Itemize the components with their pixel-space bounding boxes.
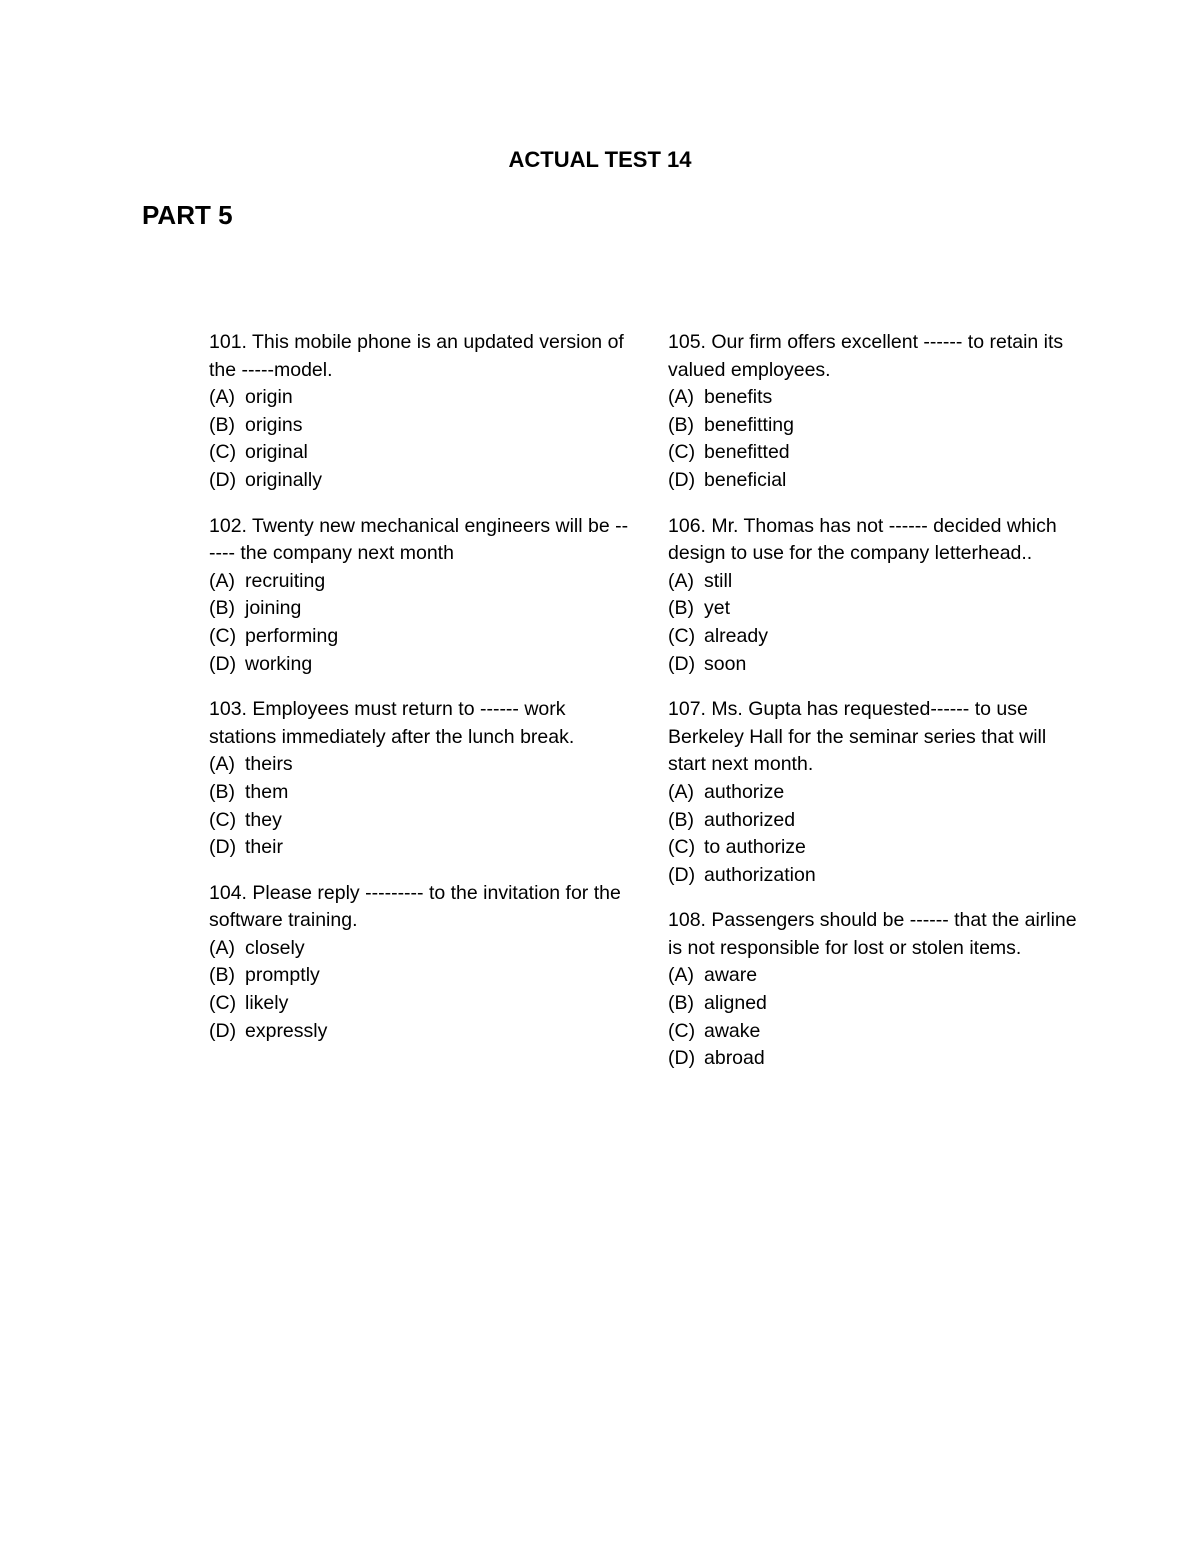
option-text: soon — [704, 652, 747, 675]
option-letter: (C) — [668, 836, 696, 859]
option-letter: (B) — [209, 964, 235, 987]
option-letter: (D) — [209, 836, 237, 859]
part-title: PART 5 — [142, 200, 233, 230]
answer-option — [668, 623, 1088, 651]
question-stem: 103. Employees must return to ------ work stations immediately after the lunch break. — [209, 698, 575, 748]
option-letter: (A) — [668, 964, 694, 987]
question-block — [668, 696, 1088, 889]
option-letter: (C) — [209, 992, 237, 1015]
question-stem: 101. This mobile phone is an updated version of the -----model. — [209, 331, 624, 381]
option-text: aligned — [704, 992, 767, 1015]
option-text: authorized — [704, 808, 796, 831]
option-letter: (C) — [668, 441, 696, 464]
question-block — [209, 696, 629, 862]
question-block — [668, 907, 1088, 1073]
option-text: them — [245, 780, 289, 803]
question-stem: 102. Twenty new mechanical engineers will be ------ the company next month — [209, 514, 629, 565]
option-letter: (B) — [668, 992, 694, 1015]
answer-option — [209, 595, 629, 623]
answer-option — [668, 779, 1088, 807]
answer-options — [668, 962, 1088, 1072]
answer-option — [209, 439, 629, 467]
answer-option — [668, 439, 1088, 467]
answer-option — [668, 834, 1088, 862]
answer-options — [668, 779, 1088, 889]
option-letter: (D) — [668, 652, 696, 675]
answer-option — [209, 412, 629, 440]
option-letter: (C) — [209, 624, 237, 647]
answer-option — [209, 384, 629, 412]
answer-option — [668, 1018, 1088, 1046]
option-letter: (B) — [668, 597, 694, 620]
option-text: abroad — [704, 1047, 765, 1070]
question-block — [668, 329, 1088, 495]
question-stem: 105. Our firm offers excellent ------ to retain its valued employees. — [668, 331, 1064, 381]
answer-option — [668, 807, 1088, 835]
option-letter: (D) — [668, 863, 696, 886]
option-text: performing — [245, 624, 339, 647]
option-letter: (A) — [668, 569, 694, 592]
option-letter: (A) — [668, 780, 694, 803]
option-text: yet — [704, 597, 731, 620]
option-letter: (C) — [209, 808, 237, 831]
option-text: likely — [245, 992, 289, 1015]
answer-option — [668, 412, 1088, 440]
option-text: origin — [245, 386, 293, 409]
option-text: recruiting — [245, 569, 326, 592]
answer-option — [209, 467, 629, 495]
answer-option — [209, 1018, 629, 1046]
answer-option — [209, 751, 629, 779]
answer-option — [209, 807, 629, 835]
option-letter: (D) — [668, 1047, 696, 1070]
answer-option — [668, 568, 1088, 596]
question-stem: 108. Passengers should be ------ that the airline is not responsible for lost or stolen items. — [668, 909, 1077, 959]
answer-options — [209, 384, 629, 494]
answer-options — [668, 568, 1088, 678]
questions-column-left — [209, 329, 629, 1063]
option-text: joining — [245, 597, 302, 620]
option-letter: (C) — [668, 1019, 696, 1042]
question-stem: 107. Ms. Gupta has requested------ to use Berkeley Hall for the seminar series that will start next month. — [668, 698, 1047, 776]
answer-option — [209, 935, 629, 963]
option-text: originally — [245, 468, 322, 491]
option-text: authorize — [704, 780, 785, 803]
answer-option — [668, 990, 1088, 1018]
answer-option — [209, 568, 629, 596]
answer-options — [209, 568, 629, 678]
option-text: benefitting — [704, 413, 794, 436]
option-text: origins — [245, 413, 303, 436]
answer-option — [209, 623, 629, 651]
option-letter: (B) — [209, 780, 235, 803]
question-stem: 104. Please reply --------- to the invitation for the software training. — [209, 881, 621, 932]
option-text: authorization — [704, 863, 816, 886]
answer-option — [668, 384, 1088, 412]
option-letter: (A) — [209, 569, 235, 592]
option-text: original — [245, 441, 308, 464]
option-letter: (C) — [668, 624, 696, 647]
option-letter: (B) — [209, 413, 235, 436]
option-letter: (D) — [209, 1019, 237, 1042]
option-letter: (B) — [209, 597, 235, 620]
option-text: beneficial — [704, 468, 787, 491]
option-text: to authorize — [704, 836, 806, 859]
option-letter: (D) — [668, 468, 696, 491]
answer-option — [668, 595, 1088, 623]
answer-option — [668, 651, 1088, 679]
option-letter: (B) — [668, 808, 694, 831]
option-text: benefitted — [704, 441, 790, 464]
option-text: theirs — [245, 753, 293, 776]
answer-option — [668, 467, 1088, 495]
answer-option — [209, 779, 629, 807]
option-text: they — [245, 808, 282, 831]
option-letter: (A) — [668, 386, 694, 409]
option-letter: (A) — [209, 936, 235, 959]
answer-option — [209, 834, 629, 862]
option-text: closely — [245, 936, 305, 959]
question-block — [209, 513, 629, 679]
answer-options — [668, 384, 1088, 494]
test-title: ACTUAL TEST 14 — [508, 147, 692, 172]
option-text: still — [704, 569, 733, 592]
answer-option — [668, 1045, 1088, 1073]
answer-option — [668, 962, 1088, 990]
question-block — [668, 513, 1088, 679]
option-text: aware — [704, 964, 758, 987]
option-text: awake — [704, 1019, 761, 1042]
questions-column-right — [668, 329, 1088, 1091]
option-text: expressly — [245, 1019, 328, 1042]
option-letter: (D) — [209, 652, 237, 675]
answer-options — [209, 751, 629, 861]
answer-options — [209, 935, 629, 1045]
option-letter: (A) — [209, 386, 235, 409]
question-block — [209, 880, 629, 1046]
answer-option — [209, 962, 629, 990]
option-text: promptly — [245, 964, 320, 987]
question-block — [209, 329, 629, 495]
option-text: already — [704, 624, 768, 647]
option-letter: (B) — [668, 413, 694, 436]
answer-option — [209, 651, 629, 679]
question-stem: 106. Mr. Thomas has not ------ decided which design to use for the company letterhead.. — [668, 514, 1057, 565]
answer-option — [209, 990, 629, 1018]
option-letter: (D) — [209, 468, 237, 491]
option-letter: (C) — [209, 441, 237, 464]
option-text: their — [245, 836, 283, 859]
option-text: working — [245, 652, 313, 675]
option-text: benefits — [704, 386, 773, 409]
option-letter: (A) — [209, 753, 235, 776]
answer-option — [668, 862, 1088, 890]
